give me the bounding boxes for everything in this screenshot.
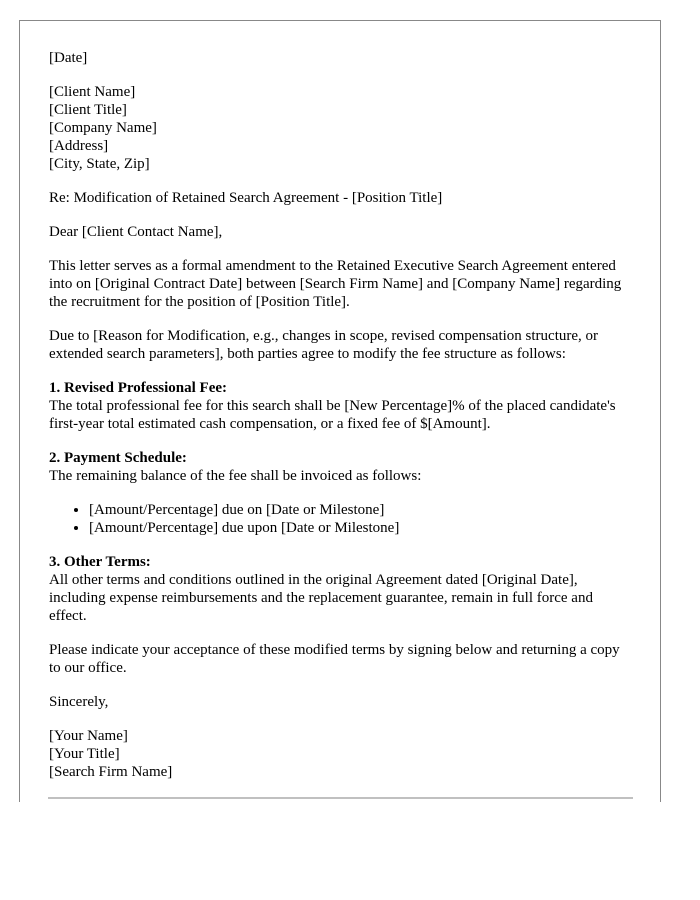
list-item: • [Amount/Percentage] due upon [Date or Milestone] xyxy=(89,519,634,537)
recipient-city-state-zip: [City, State, Zip] xyxy=(49,156,150,172)
recipient-company-name: [Company Name] xyxy=(49,120,157,136)
list-item: • [Amount/Percentage] due on [Date or Milestone] xyxy=(89,501,634,519)
signature-block xyxy=(49,727,634,781)
recipient-client-name: [Client Name] xyxy=(49,84,136,100)
signature-your-name: [Your Name] xyxy=(49,728,128,744)
section-payment-schedule xyxy=(49,449,634,485)
reason-paragraph: Due to [Reason for Modification, e.g., changes in scope, revised compensation structure, or extended search parameters], both parties agree to modify the fee structure as follows: xyxy=(49,328,599,362)
intro-paragraph: This letter serves as a formal amendment to the Retained Executive Search Agreement entered into on [Original Contract Date] between [Search Firm Name] and [Company Name] regarding the recruitment for the position of [Position Title]. xyxy=(49,258,622,310)
recipient-client-title: [Client Title] xyxy=(49,102,127,118)
letter-page xyxy=(19,20,661,802)
section-heading: 2. Payment Schedule: xyxy=(49,450,187,466)
letter-body xyxy=(49,49,634,797)
section-body: The total professional fee for this search shall be [New Percentage]% of the placed candidate's first-year total estimated cash compensation, or a fixed fee of $[Amount]. xyxy=(49,398,616,432)
salutation: Dear [Client Contact Name], xyxy=(49,224,223,240)
section-heading: 3. Other Terms: xyxy=(49,554,151,570)
bottom-divider xyxy=(48,797,633,799)
letter-date: [Date] xyxy=(49,50,88,66)
recipient-address-block xyxy=(49,83,634,173)
section-revised-fee xyxy=(49,379,634,433)
closing-request: Please indicate your acceptance of these modified terms by signing below and returning a copy to our office. xyxy=(49,642,620,676)
signature-your-title: [Your Title] xyxy=(49,746,120,762)
signature-search-firm-name: [Search Firm Name] xyxy=(49,764,173,780)
payment-schedule-list xyxy=(49,501,634,537)
section-heading: 1. Revised Professional Fee: xyxy=(49,380,228,396)
section-other-terms xyxy=(49,553,634,625)
recipient-address: [Address] xyxy=(49,138,109,154)
sign-off: Sincerely, xyxy=(49,694,109,710)
subject-line: Re: Modification of Retained Search Agreement - [Position Title] xyxy=(49,190,443,206)
section-body: All other terms and conditions outlined in the original Agreement dated [Original Date], including expense reimbursements and the replacement guarantee, remain in full force and effect. xyxy=(49,572,593,624)
section-body: The remaining balance of the fee shall be invoiced as follows: xyxy=(49,468,422,484)
